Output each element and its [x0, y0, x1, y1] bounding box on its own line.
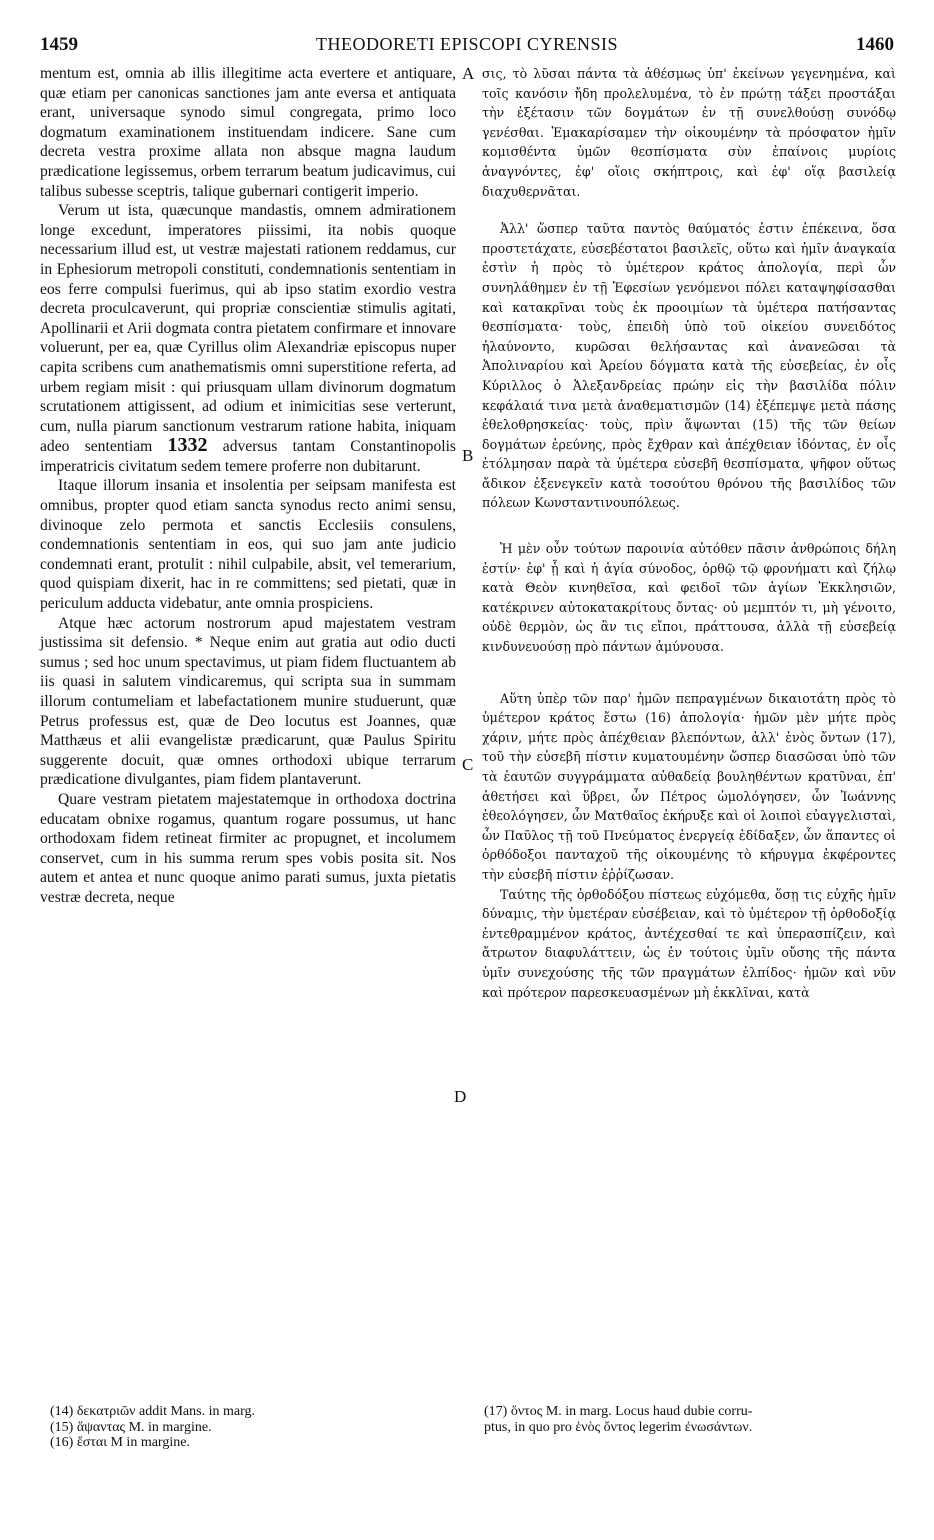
footnote-14: (14) δεκατριῶν addit Mans. in marg. [50, 1404, 255, 1419]
margin-marker-a: A [462, 64, 475, 83]
greek-paragraph-2: Ἀλλ' ὥσπερ ταῦτα παντὸς θαύματός ἐστιν ἐπέκεινα, ὅσα προστετάχατε, εὐσεβέστατοι βασιλεῖς, οὕτω καὶ ἡμῖν ἀναγκαία ἐστὶν ἡ πρὸς τὸ ὑμέτερον κράτος ἀπολογία, περὶ ὧν συνηλάθημεν ἐν τῇ Ἐφεσίων γενόμενοι πόλει καταψηφίσασθαι καὶ κατακρῖναι τοὺς ἐκ προοιμίων τὰ ὑμέτερα πατήσαντας θεσπίσματα· τοὺς, ἐπειδὴ ὑπὸ τοῦ οἰκείου συνειδότος ἠλαύνοντο, κυρῶσαι θελήσαντας καὶ ἀνανεῶσαι τὰ Ἀπολιναρίου καὶ Ἀρείου δόγματα κατὰ τῆς εὐσεβείας, ἐν οἷς Κύριλλος ὁ Ἀλεξανδρείας πρώην εἰς τὴν βασιλίδα πόλιν κεφάλαιά τινα μετὰ ἀναθεματισμῶν (14) ἐξέπεμψε μετὰ πάσης ἐθελοθρησκείας· τοὺς, πρὶν ἅψωνται (15) τῆς τῶν θείων δογμάτων ἐρεύνης, πρὸς ἔχθραν καὶ ἀπέχθειαν ἰδόντας, ἐν οἷς ἐτόλμησαν παρὰ τὰ ὑμέτερα εὐσεβῆ θεσπίσματα, ψῆφον οὕτως ἄδικον ἐξενεγκεῖν κατὰ τοσούτου θρόνου τῆς βασιλίδος τῶν πόλεων Κωνσταντινουπόλεως. [482, 221, 896, 511]
latin-column [40, 64, 456, 908]
latin-paragraph-2 [40, 201, 456, 476]
footnote-17-line-2: ptus, in quo pro ἑνὸς ὄντος legerim ἐνωσάντων. [484, 1419, 753, 1435]
greek-paragraph-4: Αὕτη ὑπὲρ τῶν παρ' ἡμῶν πεπραγμένων δικαιοτάτη πρὸς τὸ ὑμέτερον κράτος ἔστω (16) ἀπολογία· ἡμῶν μὲν μήτε πρὸς χάριν, μήτε πρὸς ἀπέχθειαν βλεπόντων, ἀλλ' ἑνὸς ὄντων (17), τοῦ τὴν εὐσεβῆ πίστιν κυματουμένην ὥσπερ διασῶσαι ὑπὸ τῶν τὰ ἑαυτῶν συγγράμματα αὐθαδείᾳ βουληθέντων κρατῦναι, ἐπ' ἀθετήσει καὶ ὕβρει, ὧν Πέτρος ὡμολόγησεν, ὧν Ἰωάννης ἐθεολόγησεν, ὧν Ματθαῖος ἐκήρυξε καὶ οἱ λοιποὶ εὐαγγελισταὶ, ὧν Παῦλος τῇ τοῦ Πνεύματος ἐνεργείᾳ ἐδίδαξεν, ὧν ἅπαντες οἱ ὀρθόδοξοι πανταχοῦ τῆς οἰκουμένης τὸ κήρυγμα ἐκφέροντες τὴν εὐσεβῆ πίστιν ἐῤῥίζωσαν. [482, 690, 896, 882]
footnotes-right [484, 1404, 894, 1435]
greek-paragraph-5: Ταύτης τῆς ὀρθοδόξου πίστεως εὐχόμεθα, ὅσῃ τις εὐχῆς ἡμῖν δύναμις, τὴν ὑμετέραν εὐσέβειαν, καὶ τὸ ὑμέτερον τῇ ὀρθοδοξίᾳ ἐντεθραμμένον κράτος, ἀντέχεσθαί τε καὶ ὑπερασπίζειν, καὶ ἄτρωτον διαφυλάττειν, ὡς ἐν τούτοις ὑμῖν οὔσης τῆς πάντα ὑμῖν συνεχούσης τῆς τῶν πραγμάτων ἐλπίδος· ἡμῶν καὶ νῦν καὶ πρότερον παρεσκευασμένων μὴ ἐκκλῖναι, κατὰ [482, 886, 896, 1000]
footnote-15: (15) ἅψαντας M. in margine. [50, 1419, 212, 1435]
margin-marker-d: D [454, 1087, 467, 1106]
page-number-left: 1459 [40, 34, 78, 55]
page-number-right: 1460 [856, 34, 894, 55]
greek-column [482, 64, 896, 1002]
greek-paragraph-1: σις, τὸ λῦσαι πάντα τὰ ἀθέσμως ὑπ' ἐκείνων γεγενημένα, καὶ τοῖς κανόσιν ἤδη προλελυμένα, τὸ ἐν πρώτῃ τάξει προστάξαι τὴν ἐξέτασιν τῶν δογμάτων ἐν τῇ συνελθούσῃ συνόδῳ γενέσθαι. Ἐμακαρίσαμεν τὴν οἰκουμένην τὰ πρόσφατον ἡμῖν κομισθέντα ὑμῶν θεσπίσματα σὺν ἐπαίνοις μυρίοις ἀναγνόντες, ἐφ' οἵοις σκήπτροις, καὶ ἐφ' οἵᾳ βασιλείᾳ διαχυθερνᾶται. [482, 66, 896, 199]
latin-paragraph-4: Atque hæc actorum nostrorum apud majestatem vestram justissima sit defensio. * Neque enim aut gratia aut odio ducti sumus ; sed hoc unum spectavimus, ut piam fidem fluctuantem ab iis quasi in salutem vindicaremus, qui scripta sua in summam illorum contumeliam et labefactationem munire studuerunt, quæ Petrus professus est, quæ de Deo locutus est Joannes, quæ Matthæus et alii evangelistæ prædicarunt, quæ Paulus Spiritu suggerente docuit, quæ omnes orthodoxi ubique terrarum prædicatione divulgantes, piam fidem plantaverunt. [40, 614, 456, 789]
latin-paragraph-2-tail: adversus tantam Constantinopolis imperatricis civitatum sedem temere proferre non dubitarunt. [40, 438, 456, 475]
greek-paragraph-3: Ἡ μὲν οὖν τούτων παροινία αὐτόθεν πᾶσιν ἀνθρώποις δήλη ἐστίν· ἐφ' ᾗ καὶ ἡ ἁγία σύνοδος, ὀρθῷ τῷ φρονήματι καὶ ζήλῳ κατὰ Θεὸν κινηθεῖσα, καὶ φειδοῖ τῶν ἁγίων Ἐκκλησιῶν, κατέκρινεν αὐτοκατακρίτους ὄντας· οὐ μεμπτόν τι, μὴ γένοιτο, οὐδὲ θερμὸν, ὡς ἂν τις εἴποι, πράττουσα, ἀλλὰ τῇ εὐσεβείᾳ κινδυνευούσῃ πρὸ πάντων ἀμύνουσα. [482, 541, 896, 655]
latin-paragraph-2-text: Verum ut ista, quæcunque mandastis, omnem admirationem longe excedunt, imperatores piissimi, ita nobis quoque necessarium illud est, ut vestræ majestati rationem reddamus, cur in Ephesiorum metropoli constituti, condemnationis sententiam in eos ferre compulsi fuerimus, qui ab ipso statim exordio vestra decreta proculcaverunt, qui propriæ conscientiæ stimulis agitati, Apollinarii et Arii dogmata contra pietatem confirmare et innovare voluerunt, per ea, quæ Cyrillus olim Alexandriæ episcopus nuper capita scribens cum anathematismis omni superstitione referta, ad urbem regiam misit : qui priusquam ullam divinorum dogmatum scrutationem attigissent, ad odium et inimicitias sese verterunt, cum, nulla piarum sanctionum vestrarum ratione habita, iniquam adeo sententiam [40, 202, 456, 456]
footnote-16: (16) ἔσται M in margine. [50, 1435, 190, 1450]
column-number: 1332 [167, 434, 208, 457]
margin-marker-c: C [462, 755, 474, 774]
latin-paragraph-1: mentum est, omnia ab illis illegitime acta evertere et antiquare, quæ etiam per canonicas sanctiones jam ante eversa et antiquata erant, universaque synodo simul congregata, primo loco dogmatum examinationem instituendam indicere. Sane cum decreta vestra proxime allata non absque magna laudum prædicatione legissemus, orbem terrarum beatum judicavimus, cui talibus subesse sceptris, talique gubernari contigerit imperio. [40, 65, 456, 200]
footnotes-left [50, 1404, 450, 1451]
running-title: THEODORETI EPISCOPI CYRENSIS [315, 34, 619, 54]
latin-paragraph-5: Quare vestram pietatem majestatemque in orthodoxa doctrina educatam obnixe rogamus, quantum rogare possumus, ut hanc orthodoxam fidem retineat firmiter ac propugnet, et incolumem conservet, cum in his summa rerum spes vobis posita sit. Nos autem et antea et nunc quoque animo parati sumus, juxta pietatis vestræ decreta, neque [40, 790, 456, 906]
running-header [40, 34, 894, 60]
footnote-17-line-1: (17) ὄντος M. in marg. Locus haud dubie corru- [484, 1404, 753, 1419]
latin-paragraph-3: Itaque illorum insania et insolentia per seipsam manifesta est omnibus, propter quod etiam sancta synodus recto animi sensu, divinoque zelo permota et sanctis Ecclesiis consulens, condemnationis sententiam in eos, qui suo jam ante judicio condemnati erant, protulit : nihil culpabile, absit, vel temerarium, quod quispiam dixerit, hac in re committens; sed pietati, quæ in periculum adducta videbatur, ante omnia prospiciens. [40, 477, 456, 613]
margin-marker-b: B [462, 446, 474, 465]
